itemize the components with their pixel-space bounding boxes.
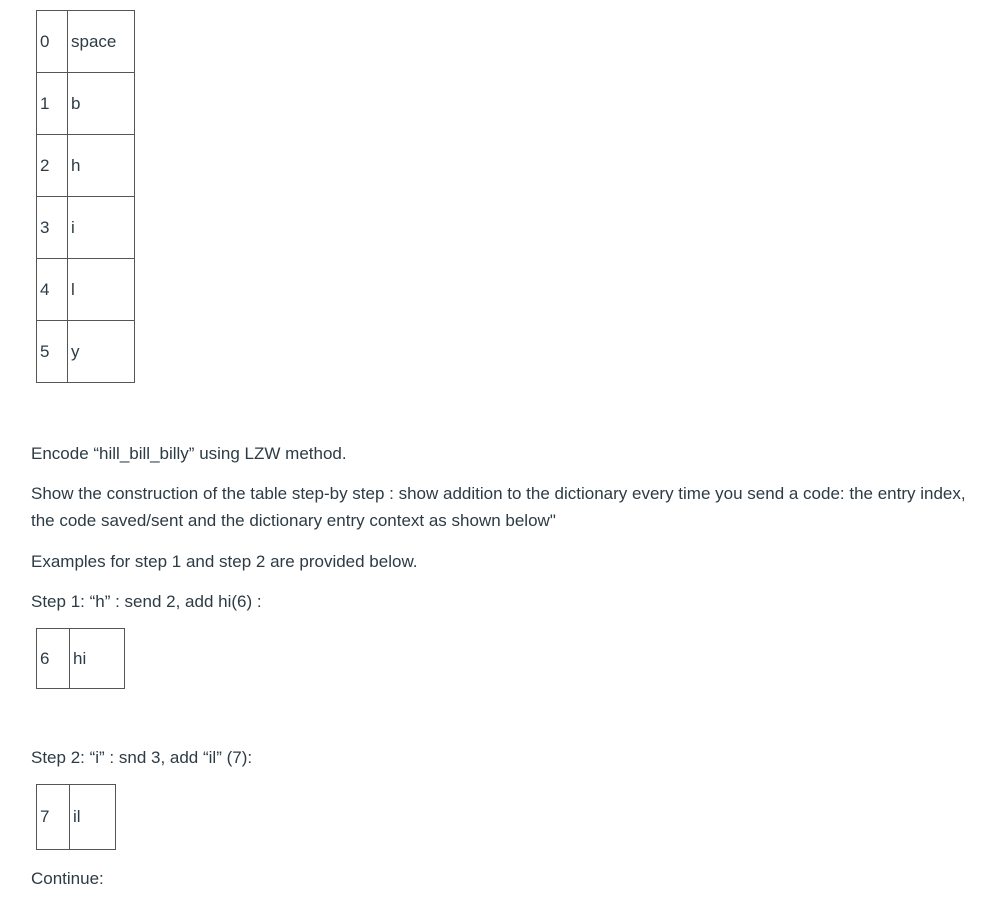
table-row (37, 259, 135, 321)
entry-index: 4 (37, 259, 68, 321)
table-row (37, 629, 125, 689)
entry-index: 1 (37, 73, 68, 135)
table-row (37, 785, 116, 850)
entry-index: 0 (37, 11, 68, 73)
entry-index: 3 (37, 197, 68, 259)
continue-label: Continue: (31, 869, 104, 888)
entry-symbol: h (68, 135, 135, 197)
step1-description: Step 1: “h” : send 2, add hi(6) : (31, 592, 262, 611)
step1-entry-table (36, 628, 125, 689)
table-row (37, 73, 135, 135)
entry-index: 2 (37, 135, 68, 197)
entry-symbol: i (68, 197, 135, 259)
entry-symbol: y (68, 321, 135, 383)
step2-entry-table (36, 784, 116, 850)
table-row (37, 321, 135, 383)
entry-symbol: hi (70, 629, 125, 689)
table-row (37, 11, 135, 73)
entry-symbol: l (68, 259, 135, 321)
entry-index: 5 (37, 321, 68, 383)
entry-symbol: il (70, 785, 116, 850)
entry-index: 7 (37, 785, 70, 850)
step2-description: Step 2: “i” : snd 3, add “il” (7): (31, 748, 253, 767)
entry-index: 6 (37, 629, 70, 689)
initial-dictionary-table (36, 10, 135, 383)
entry-symbol: space (68, 11, 135, 73)
table-row (37, 135, 135, 197)
examples-note: Examples for step 1 and step 2 are provided below. (31, 552, 418, 571)
entry-symbol: b (68, 73, 135, 135)
construction-instruction: Show the construction of the table step-by step : show addition to the dictionary every time you send a code: the entry index, the code saved/sent and the dictionary entry context as shown below" (31, 484, 966, 530)
encode-instruction: Encode “hill_bill_billy” using LZW method. (31, 444, 347, 463)
table-row (37, 197, 135, 259)
